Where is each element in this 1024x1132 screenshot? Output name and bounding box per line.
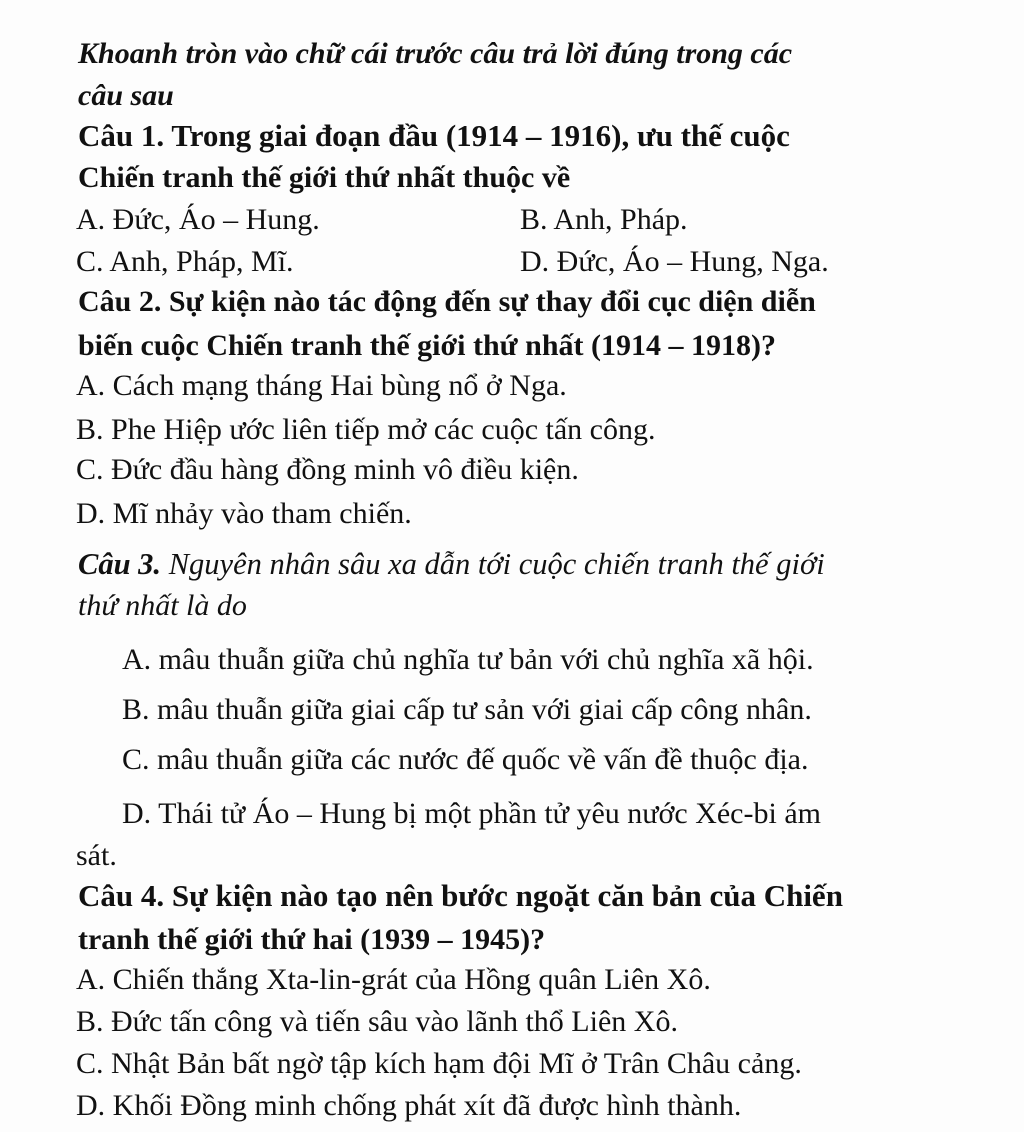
question-1-option-d: D. Đức, Áo – Hung, Nga.	[520, 245, 829, 278]
question-3-option-a: A. mâu thuẫn giữa chủ nghĩa tư bản với chủ nghĩa xã hội.	[122, 643, 814, 676]
instruction-line-2: câu sau	[78, 79, 174, 112]
question-3-label: Câu 3.	[78, 547, 162, 581]
question-1-stem-line-1: Câu 1. Trong giai đoạn đầu (1914 – 1916), ưu thế cuộc	[78, 118, 790, 153]
question-1-option-c: C. Anh, Pháp, Mĩ.	[76, 245, 294, 278]
question-1-option-a: A. Đức, Áo – Hung.	[76, 203, 320, 236]
instruction-line-1: Khoanh tròn vào chữ cái trước câu trả lời đúng trong các	[78, 37, 793, 70]
question-1-stem-line-2: Chiến tranh thế giới thứ nhất thuộc về	[78, 161, 571, 194]
question-2-option-c: C. Đức đầu hàng đồng minh vô điều kiện.	[76, 453, 579, 486]
question-3-stem-text: Nguyên nhân sâu xa dẫn tới cuộc chiến tranh thế giới	[168, 547, 825, 581]
question-3-stem-line-1	[78, 546, 825, 582]
question-2-stem-line-2: biến cuộc Chiến tranh thế giới thứ nhất (1914 – 1918)?	[78, 329, 776, 362]
question-4-option-d: D. Khối Đồng minh chống phát xít đã được hình thành.	[76, 1089, 742, 1122]
question-3-option-d: D. Thái tử Áo – Hung bị một phần tử yêu nước Xéc-bi ám	[122, 797, 821, 830]
question-4-stem-line-2: tranh thế giới thứ hai (1939 – 1945)?	[78, 923, 546, 956]
question-4-option-a: A. Chiến thắng Xta-lin-grát của Hồng quân Liên Xô.	[76, 963, 711, 996]
question-3-option-b: B. mâu thuẫn giữa giai cấp tư sản với giai cấp công nhân.	[122, 693, 812, 726]
question-2-option-d: D. Mĩ nhảy vào tham chiến.	[76, 497, 412, 530]
question-2-option-b: B. Phe Hiệp ước liên tiếp mở các cuộc tấn công.	[76, 413, 656, 446]
question-2-option-a: A. Cách mạng tháng Hai bùng nổ ở Nga.	[76, 369, 567, 402]
question-1-option-b: B. Anh, Pháp.	[520, 203, 688, 236]
question-3-option-c: C. mâu thuẫn giữa các nước đế quốc về vấn đề thuộc địa.	[122, 743, 809, 776]
question-2-stem-line-1: Câu 2. Sự kiện nào tác động đến sự thay đổi cục diện diễn	[78, 285, 816, 318]
question-4-option-b: B. Đức tấn công và tiến sâu vào lãnh thổ Liên Xô.	[76, 1005, 678, 1038]
question-4-option-c: C. Nhật Bản bất ngờ tập kích hạm đội Mĩ ở Trân Châu cảng.	[76, 1047, 802, 1080]
question-4-stem-line-1: Câu 4. Sự kiện nào tạo nên bước ngoặt căn bản của Chiến	[78, 878, 843, 913]
question-3-option-d-continued: sát.	[76, 839, 117, 872]
question-3-stem-line-2: thứ nhất là do	[78, 589, 247, 622]
